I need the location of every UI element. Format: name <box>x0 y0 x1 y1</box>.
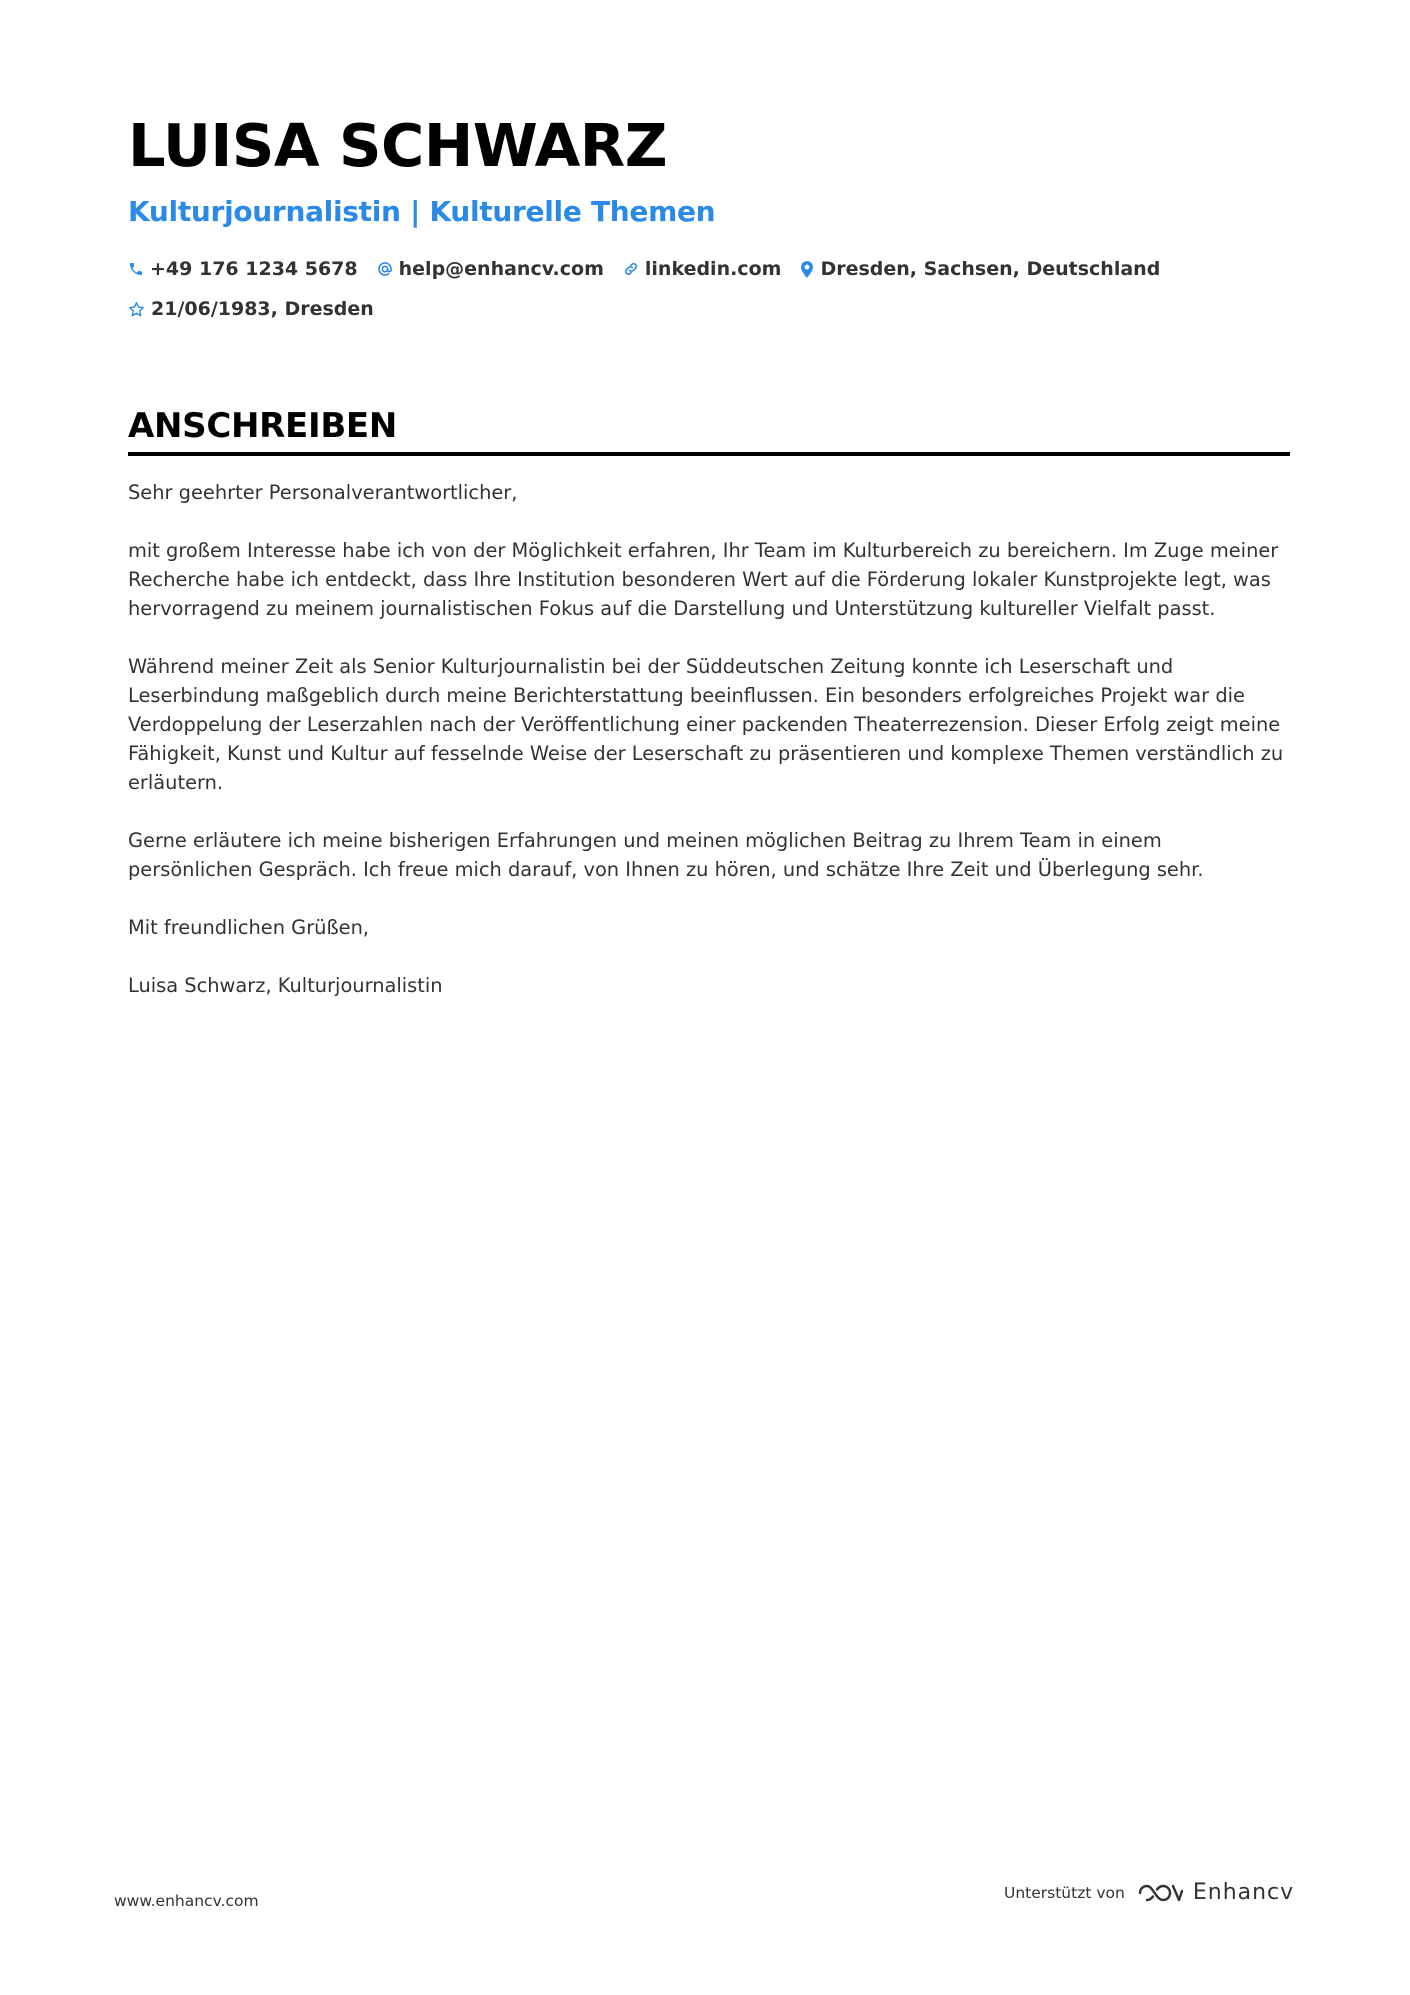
at-icon <box>377 261 393 277</box>
link-icon <box>623 261 639 277</box>
letter-closing: Mit freundlichen Grüßen, <box>128 916 370 939</box>
letter-paragraph: Während meiner Zeit als Senior Kulturjournalistin bei der Süddeutschen Zeitung konnte ich Leserschaft und Leserbindung maßgeblich durch meine Berichterstattung beeinflussen. Ein besonders erfolgreiches Projekt war die Verdoppelung der Leserzahlen nach der Veröffentlichung einer packenden Theaterrezension. Dieser Erfolg zeigt meine Fähigkeit, Kunst und Kultur auf fesselnde Weise der Leserschaft zu präsentieren und komplexe Themen verständlich zu erläutern. <box>128 655 1284 794</box>
job-title: Kulturjournalistin | Kulturelle Themen <box>128 195 716 228</box>
contact-phone <box>128 250 358 288</box>
letter-paragraph: Gerne erläutere ich meine bisherigen Erfahrungen und meinen möglichen Beitrag zu Ihrem Team in einem persönlichen Gespräch. Ich freue mich darauf, von Ihnen zu hören, und schätze Ihre Zeit und Überlegung sehr. <box>128 829 1204 881</box>
contact-list <box>128 250 1288 328</box>
location-pin-icon <box>800 261 814 278</box>
letter-signature: Luisa Schwarz, Kulturjournalistin <box>128 974 443 997</box>
linkedin-link: linkedin.com <box>644 258 782 280</box>
enhancv-logo-icon <box>1137 1881 1183 1905</box>
header <box>128 110 1288 328</box>
letter-salutation: Sehr geehrter Personalverantwortlicher, <box>128 481 518 504</box>
contact-linkedin[interactable] <box>623 250 782 288</box>
footer-brand[interactable] <box>1004 1880 1294 1905</box>
letter-paragraph: mit großem Interesse habe ich von der Möglichkeit erfahren, Ihr Team im Kulturbereich zu bereichern. Im Zuge meiner Recherche habe ich entdeckt, dass Ihre Institution besonderen Wert auf die Förderung lokaler Kunstprojekte legt, was hervorragend zu meinem journalistischen Fokus auf die Darstellung und Unterstützung kultureller Vielfalt passt. <box>128 539 1279 620</box>
birth-text: 21/06/1983, Dresden <box>151 298 374 320</box>
phone-icon <box>128 261 144 277</box>
location-text: Dresden, Sachsen, Deutschland <box>820 258 1161 280</box>
star-icon <box>128 301 145 318</box>
contact-birth <box>128 290 374 328</box>
letter-body <box>128 478 1288 1029</box>
candidate-name: LUISA SCHWARZ <box>128 111 668 180</box>
contact-email[interactable] <box>377 250 604 288</box>
brand-name: Enhancv <box>1192 1880 1295 1905</box>
footer-url[interactable]: www.enhancv.com <box>114 1892 259 1910</box>
phone-number: +49 176 1234 5678 <box>150 258 358 280</box>
powered-by-label: Unterstützt von <box>1004 1883 1125 1902</box>
section-title: ANSCHREIBEN <box>128 404 1290 456</box>
email-address: help@enhancv.com <box>398 258 604 280</box>
contact-location <box>800 250 1160 288</box>
